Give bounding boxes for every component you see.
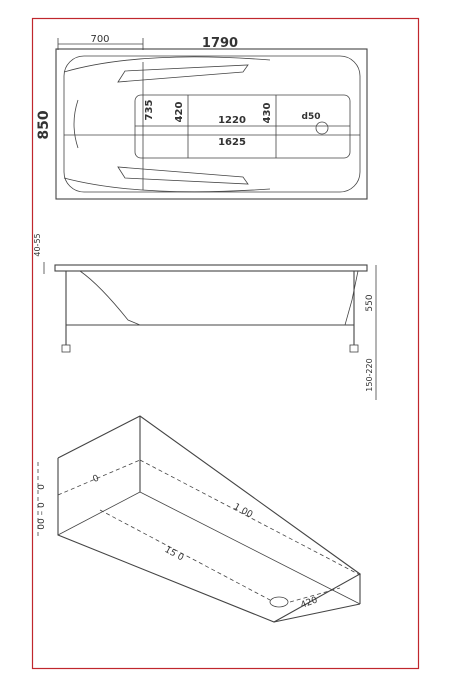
dim-1790-label: 1790 [201,36,239,51]
dim-legs-label: 150-220 [365,358,374,392]
headrest-lower [118,167,248,184]
drain-icon-top [316,122,328,134]
dim-1625-label: 1625 [218,137,246,148]
contour-left [74,100,78,148]
iso-edge-floor-front [274,604,360,622]
iso-drain-label: 420 [299,595,320,611]
drain-icon-iso [270,597,288,607]
side-view [33,233,376,400]
tub-outline-top [56,49,367,199]
dim-735-label: 735 [144,99,155,121]
foot-left [62,345,70,352]
iso-dim-top-dashed [58,460,140,495]
dim-1220-label: 1220 [218,115,246,126]
dim-430-label: 430 [262,102,273,124]
headrest-upper [118,65,248,82]
basin-floor-top [135,95,350,158]
dim-rim-label: 40-55 [33,233,42,257]
top-view [36,34,367,199]
tub-rim-side [55,265,367,271]
iso-length-label: 1 00 [231,502,255,521]
drain-d50-label: d50 [301,112,321,122]
dim-550-label: 550 [365,294,375,312]
iso-edge-floor-back [58,492,140,535]
contour-top [64,57,270,72]
dim-420-label: 420 [174,101,185,123]
foot-right [350,345,358,352]
iso-height-label: 0 [37,484,47,490]
iso-view [37,416,360,622]
dim-700-label: 700 [90,34,110,45]
dim-850-label: 850 [36,110,52,140]
iso-top-label: 0 [91,473,101,485]
tub-inner-outline-top [64,56,360,192]
tub-body-side [68,271,358,325]
iso-left-label: 00 – 0 [37,502,47,530]
iso-bottom-label: 15 0 [162,545,186,564]
iso-box-back [58,416,360,622]
